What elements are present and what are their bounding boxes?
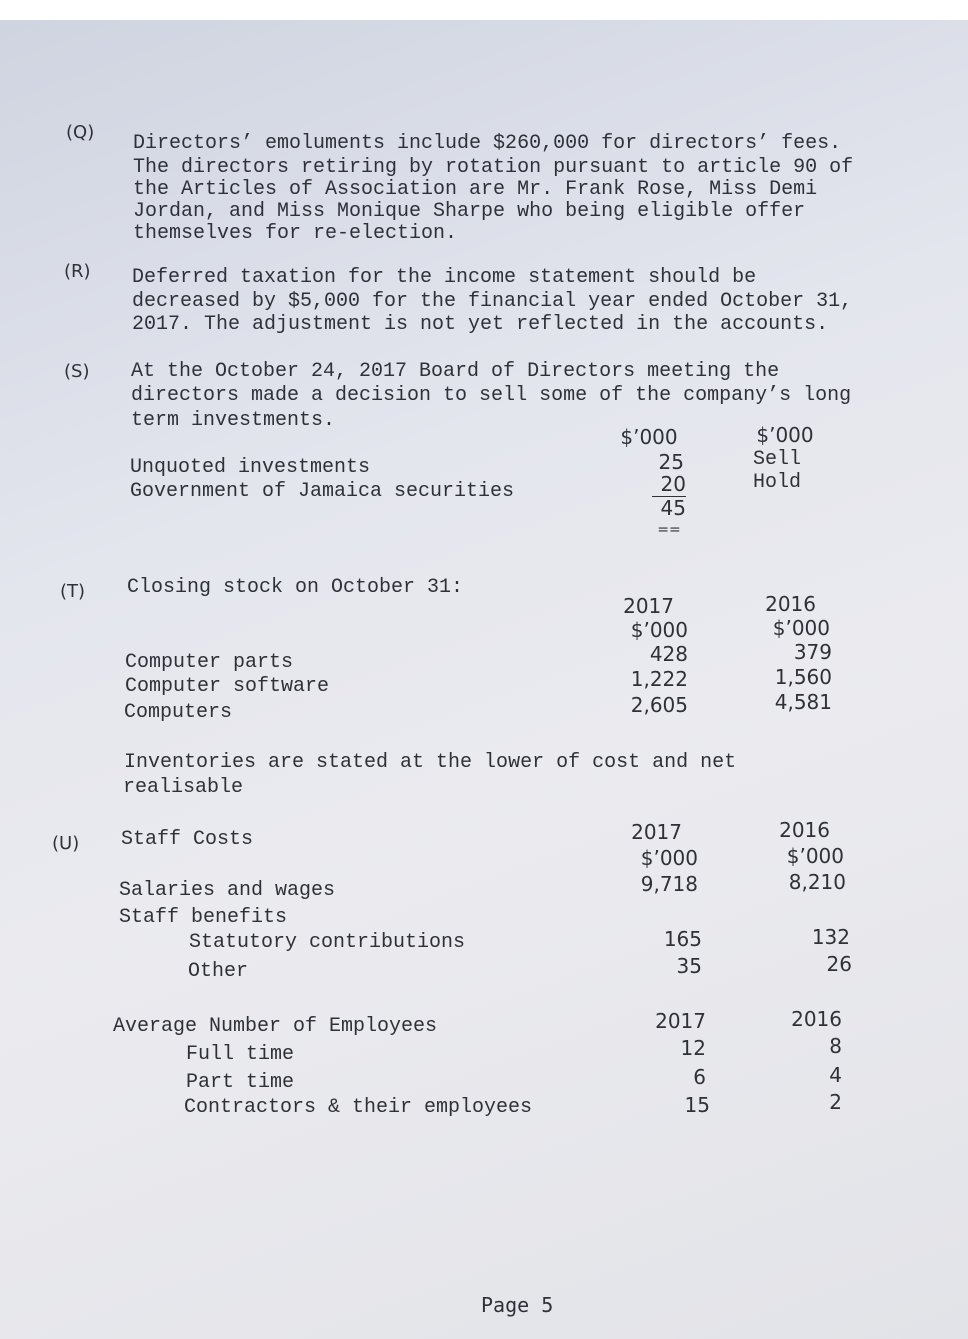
note-s-row-2-action: Hold — [753, 471, 802, 494]
note-u-benefits-heading: Staff benefits — [119, 906, 288, 929]
note-s-row-2-name: Government of Jamaica securities — [130, 480, 515, 503]
note-s-total-double-rule: == — [657, 522, 681, 538]
note-s-col-header-amount: $’000 — [620, 425, 678, 449]
note-t-row-2-name: Computer software — [125, 675, 330, 698]
note-t-row-1-name: Computer parts — [125, 651, 294, 674]
note-u-employees-1-2016: 8 — [829, 1034, 842, 1058]
note-s-total: 45 — [660, 496, 686, 520]
note-q-line-2: The directors retiring by rotation pursuant to article 90 of — [133, 156, 854, 179]
note-t-unit-2016: $’000 — [772, 616, 830, 640]
note-s-row-1-name: Unquoted investments — [130, 456, 371, 479]
page-number: Page 5 — [481, 1293, 554, 1317]
note-t-heading: Closing stock on October 31: — [127, 576, 464, 599]
note-s-line-3: term investments. — [131, 409, 336, 432]
note-t-row-3-2016: 4,581 — [774, 690, 832, 714]
note-u-unit-2016: $’000 — [786, 844, 844, 868]
note-u-employees-2-2017: 6 — [693, 1065, 706, 1089]
note-t-footnote-line-2: realisable — [123, 776, 244, 799]
note-u-year-2017: 2017 — [631, 820, 682, 844]
note-u-employees-2-name: Part time — [186, 1071, 295, 1094]
note-q-line-4: Jordan, and Miss Monique Sharpe who being eligible offer — [133, 200, 806, 223]
note-u-employees-1-name: Full time — [186, 1043, 295, 1066]
note-u-employees-year-2016: 2016 — [791, 1007, 842, 1031]
note-u-unit-2017: $’000 — [640, 846, 698, 870]
note-q-line-3: the Articles of Association are Mr. Frank Rose, Miss Demi — [133, 178, 818, 201]
note-t-row-2-2017: 1,222 — [630, 667, 688, 691]
note-t-year-2016: 2016 — [765, 592, 816, 616]
note-u-benefit-2-2016: 26 — [826, 952, 852, 976]
note-u-employees-year-2017: 2017 — [655, 1009, 706, 1033]
note-t-label: (T) — [60, 581, 86, 602]
note-u-benefit-1-name: Statutory contributions — [189, 931, 466, 954]
note-q-label: (Q) — [66, 122, 95, 143]
note-r-line-1: Deferred taxation for the income statement should be — [132, 266, 757, 289]
note-q-line-5: themselves for re-election. — [133, 222, 458, 245]
note-u-year-2016: 2016 — [779, 818, 830, 842]
note-r-line-3: 2017. The adjustment is not yet reflected in the accounts. — [132, 313, 829, 336]
note-u-employees-3-2016: 2 — [829, 1090, 842, 1114]
note-r-label: (R) — [64, 261, 91, 282]
document-page — [0, 20, 968, 1339]
note-s-row-1-amount: 25 — [658, 450, 684, 474]
note-u-benefit-2-2017: 35 — [676, 954, 702, 978]
note-t-row-1-2016: 379 — [793, 640, 832, 664]
note-t-footnote-line-1: Inventories are stated at the lower of cost and net — [124, 751, 737, 774]
note-u-benefit-1-2016: 132 — [811, 925, 850, 949]
note-t-unit-2017: $’000 — [630, 618, 688, 642]
note-u-employees-1-2017: 12 — [680, 1036, 706, 1060]
note-u-salaries-name: Salaries and wages — [119, 879, 336, 902]
note-s-row-1-action: Sell — [753, 448, 802, 471]
note-u-employees-3-name: Contractors & their employees — [184, 1096, 533, 1119]
note-u-salaries-2016: 8,210 — [788, 870, 846, 894]
note-r-line-2: decreased by $5,000 for the financial year ended October 31, — [132, 290, 853, 313]
note-u-benefit-1-2017: 165 — [663, 927, 702, 951]
note-q-line-1: Directors’ emoluments include $260,000 for directors’ fees. — [133, 132, 842, 155]
note-u-label: (U) — [52, 833, 80, 854]
note-t-row-1-2017: 428 — [649, 642, 688, 666]
note-s-line-1: At the October 24, 2017 Board of Directors meeting the — [131, 360, 780, 383]
note-s-line-2: directors made a decision to sell some of the company’s long — [131, 384, 852, 407]
note-t-row-3-name: Computers — [124, 701, 233, 724]
note-s-col-header-action: $’000 — [756, 423, 814, 447]
note-u-employees-2-2016: 4 — [829, 1063, 842, 1087]
note-t-year-2017: 2017 — [623, 594, 674, 618]
note-s-label: (S) — [64, 361, 90, 382]
note-s-row-2-amount: 20 — [652, 472, 686, 497]
note-u-benefit-2-name: Other — [188, 960, 249, 983]
note-t-row-3-2017: 2,605 — [630, 693, 688, 717]
note-u-employees-heading: Average Number of Employees — [113, 1015, 438, 1038]
note-u-heading: Staff Costs — [121, 828, 254, 851]
note-u-employees-3-2017: 15 — [684, 1093, 710, 1117]
note-t-row-2-2016: 1,560 — [774, 665, 832, 689]
note-u-salaries-2017: 9,718 — [640, 872, 698, 896]
